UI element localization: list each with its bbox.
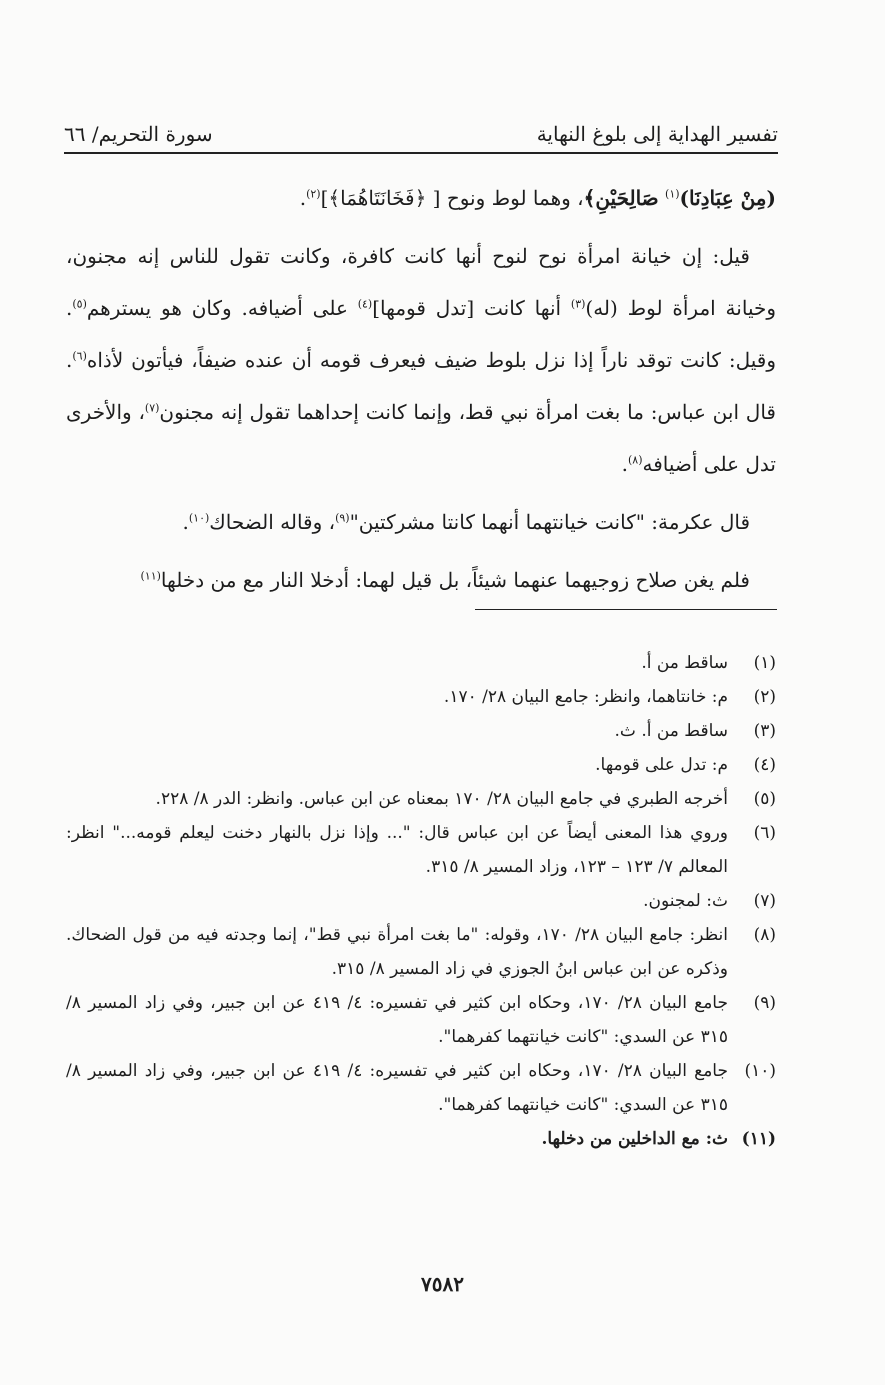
footnote-ref: (٥) — [72, 297, 87, 311]
footnote-text: م: خانتاهما، وانظر: جامع البيان ٢٨/ ١٧٠. — [443, 687, 728, 707]
footnote-text: م: تدل على قومها. — [595, 755, 728, 775]
text-run: . — [182, 510, 189, 534]
footnote-number: (٦) — [753, 823, 776, 843]
footnote-separator — [475, 609, 777, 610]
footnote-ref: (٨) — [627, 453, 643, 467]
paragraph — [66, 496, 776, 548]
footnote-item — [66, 986, 776, 1054]
running-header — [64, 108, 778, 146]
text-run: فلم يغن صلاح زوجيهما عنهما شيئاً، بل قيل لهما: أدخلا النار مع من دخلها — [160, 568, 750, 592]
footnote-text: جامع البيان ٢٨/ ١٧٠، وحكاه ابن كثير في تفسيره: ٤/ ٤١٩ عن ابن جبير، وفي زاد المسير ٨/ ٣١٥ عن السدي: "كانت خيانتهما كفرهما". — [66, 1061, 728, 1115]
paragraph — [66, 554, 776, 606]
footnote-text: ساقط من أ. ث. — [614, 721, 728, 741]
footnote-item — [66, 1122, 776, 1156]
text-run: . وقيل: كانت توقد ناراً إذا نزل بلوط ضيف فيعرف قومه أن عنده ضيفاً، فيأتون لأذاه — [66, 296, 776, 372]
footnote-number: (١٠) — [744, 1061, 776, 1081]
footnote-item — [66, 646, 776, 680]
footnote-text: ث: مع الداخلين من دخلها. — [541, 1129, 728, 1149]
footnote-number: (٧) — [753, 891, 776, 911]
footnote-number: (١١) — [741, 1129, 776, 1149]
footnote-number: (٤) — [753, 755, 776, 775]
footnote-number: (١) — [753, 653, 776, 673]
footnote-item — [66, 1054, 776, 1122]
text-run: قال عكرمة: "كانت خيانتهما أنهما كانتا مشركتين" — [349, 510, 750, 534]
footnote-text: انظر: جامع البيان ٢٨/ ١٧٠، وقوله: "ما بغت امرأة نبي قط"، إنما وجدته فيه من قول الضحاك. وذكره عن ابن عباس ابنُ الجوزي في زاد المسير ٨/ ٣١٥. — [66, 925, 728, 979]
footnote-item — [66, 918, 776, 986]
main-text — [66, 172, 776, 606]
footnote-ref: (١) — [665, 187, 680, 201]
text-run: أنها كانت [تدل قومها] — [372, 296, 571, 320]
footnote-text: وروي هذا المعنى أيضاً عن ابن عباس قال: "... وإذا نزل بالنهار دخنت ليعلم قومه..." انظر: المعالم ٧/ ١٢٣ – ١٢٣، وزاد المسير ٨/ ٣١٥. — [66, 823, 728, 877]
footnote-text: جامع البيان ٢٨/ ١٧٠، وحكاه ابن كثير في تفسيره: ٤/ ٤١٩ عن ابن جبير، وفي زاد المسير ٨/ ٣١٥ عن السدي: "كانت خيانتهما كفرهما". — [66, 993, 728, 1047]
text-run: ، وقاله الضحاك — [209, 510, 336, 534]
paragraph — [66, 230, 776, 490]
footnotes — [66, 646, 776, 1156]
footnote-item — [66, 816, 776, 884]
text-run: . قال ابن عباس: ما بغت امرأة نبي قط، وإنما كانت إحداهما تقول إنه مجنون — [66, 348, 776, 424]
footnote-item — [66, 714, 776, 748]
footnote-text: أخرجه الطبري في جامع البيان ٢٨/ ١٧٠ بمعناه عن ابن عباس. وانظر: الدر ٨/ ٢٢٨. — [155, 789, 728, 809]
page-number: ٧٥٨٢ — [421, 1272, 464, 1296]
footnote-text: ث: لمجنون. — [643, 891, 728, 911]
footnote-text: ساقط من أ. — [641, 653, 728, 673]
footnote-ref: (١٠) — [188, 511, 210, 525]
footnote-number: (٩) — [753, 993, 776, 1013]
book-title: تفسير الهداية إلى بلوغ النهاية — [536, 122, 778, 146]
surah-reference: سورة التحريم/ ٦٦ — [64, 122, 213, 146]
footnote-item — [66, 680, 776, 714]
footnote-ref: (٦) — [72, 349, 87, 363]
text-run: ، وهما لوط ونوح [ ﴿فَخَانَتَاهُمَا﴾] — [320, 186, 584, 210]
text-run: . — [621, 452, 628, 476]
quran-fragment: صَالِحَيْنِ﴾ — [583, 186, 659, 210]
footnote-item — [66, 884, 776, 918]
footnote-item — [66, 748, 776, 782]
footnote-ref: (٤) — [357, 297, 373, 311]
text-run: قيل: إن خيانة امرأة نوح لنوح أنها كانت كافرة، وكانت تقول للناس إنه مجنون، وخيانة امرأة لوط (له) — [66, 244, 776, 320]
footnote-number: (٣) — [753, 721, 776, 741]
footnote-number: (٥) — [753, 789, 776, 809]
text-run: على أضيافه. وكان هو يسترهم — [86, 296, 358, 320]
footnote-ref: (٢) — [306, 187, 321, 201]
footnote-item — [66, 782, 776, 816]
footnote-ref: (٩) — [335, 511, 350, 525]
quran-fragment: (مِنْ عِبَادِنَا) — [679, 186, 776, 210]
footnote-ref: (٣) — [570, 297, 586, 311]
text-run: ، والأخرى تدل على أضيافه — [66, 400, 776, 476]
header-rule — [64, 152, 778, 154]
footnote-number: (٨) — [753, 925, 776, 945]
footnote-number: (٢) — [753, 687, 776, 707]
footnote-ref: (١١) — [140, 569, 161, 583]
text-line-continuation — [66, 172, 776, 224]
text-run: . — [299, 186, 307, 210]
footnote-ref: (٧) — [144, 401, 160, 415]
